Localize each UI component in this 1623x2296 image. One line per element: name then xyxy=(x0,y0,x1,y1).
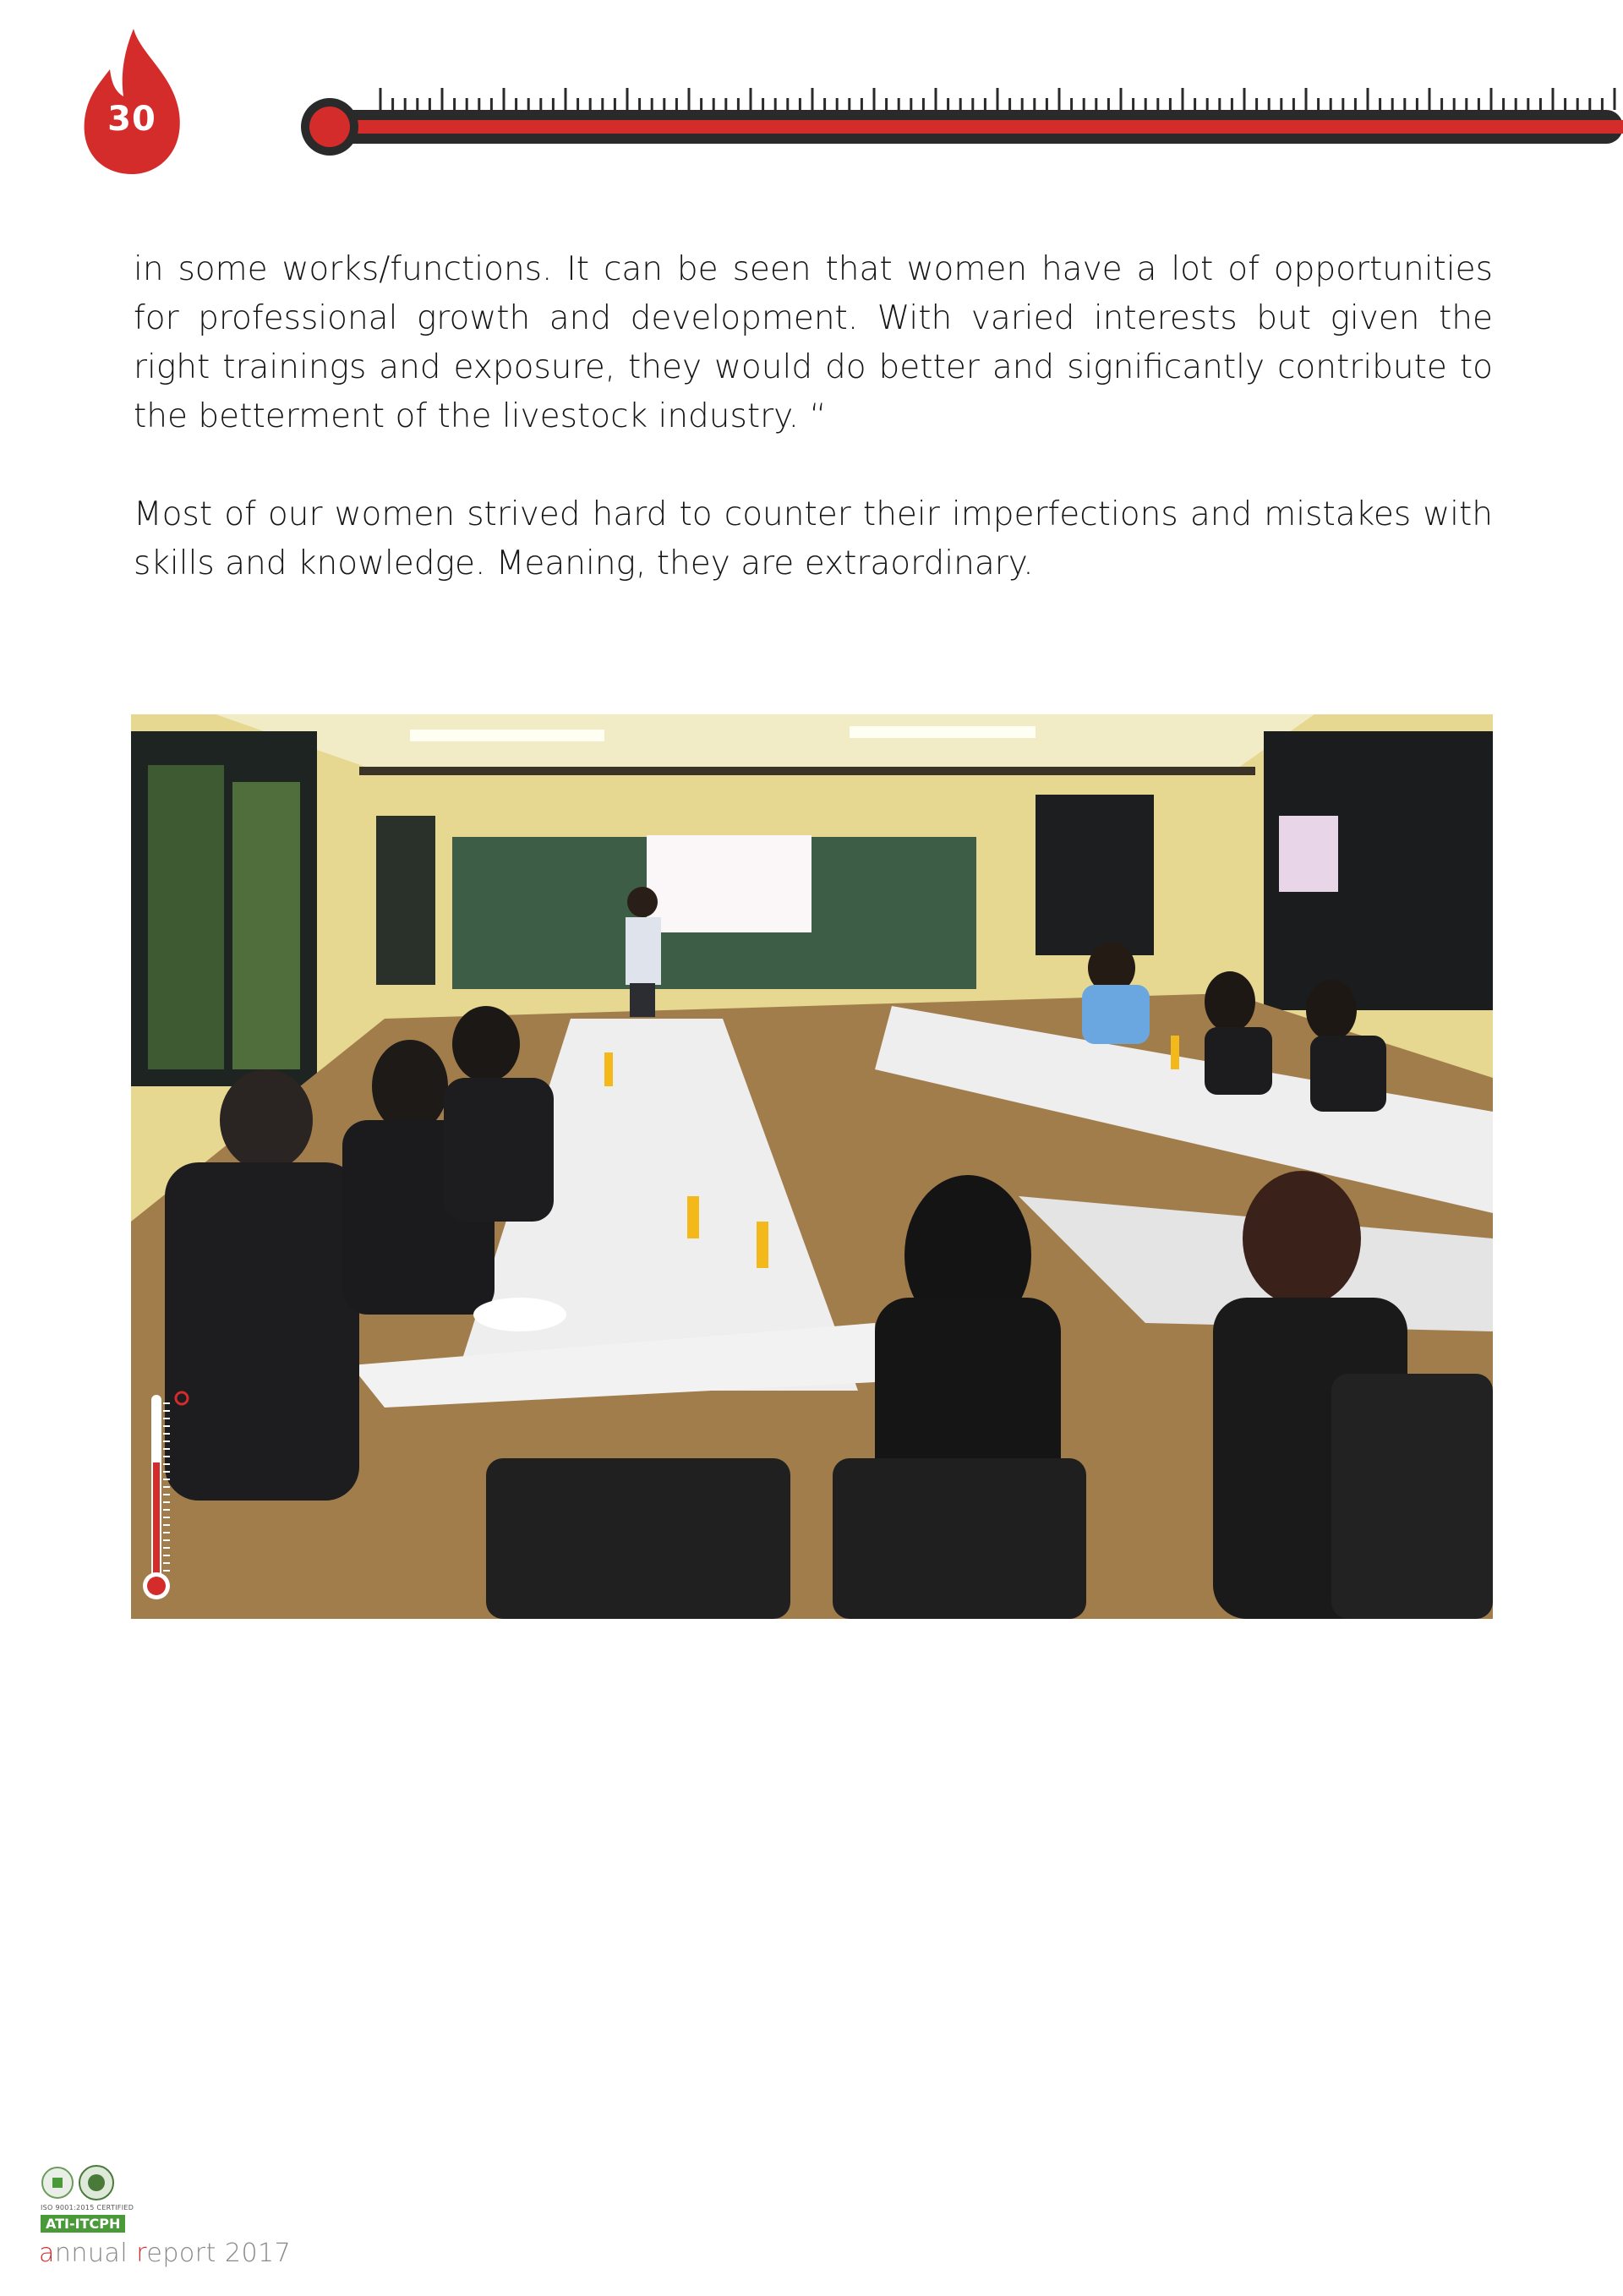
training-session-photo xyxy=(131,714,1493,1619)
paragraph: in some works/functions. It can be seen that women have a lot of opportunities for professional growth and development. With varied interests but given the right trainings and exposure, they would do better and significantly contribute to the betterment of the livestock industry. “ xyxy=(134,250,1493,435)
article-body xyxy=(134,245,1493,637)
paragraph: Most of our women strived hard to counter their imperfections and mistakes with skills and knowledge. Meaning, they are extraordinary. xyxy=(134,495,1493,582)
certification-text: ISO 9001:2015 CERTIFIED xyxy=(41,2204,134,2211)
thermometer-icon xyxy=(139,1386,207,1606)
thermometer-ruler xyxy=(296,81,1623,157)
report-title: annual report 2017 xyxy=(39,2239,292,2268)
page-number: 30 xyxy=(107,100,156,139)
organization-badge: ATI-ITCPH xyxy=(41,2215,125,2233)
